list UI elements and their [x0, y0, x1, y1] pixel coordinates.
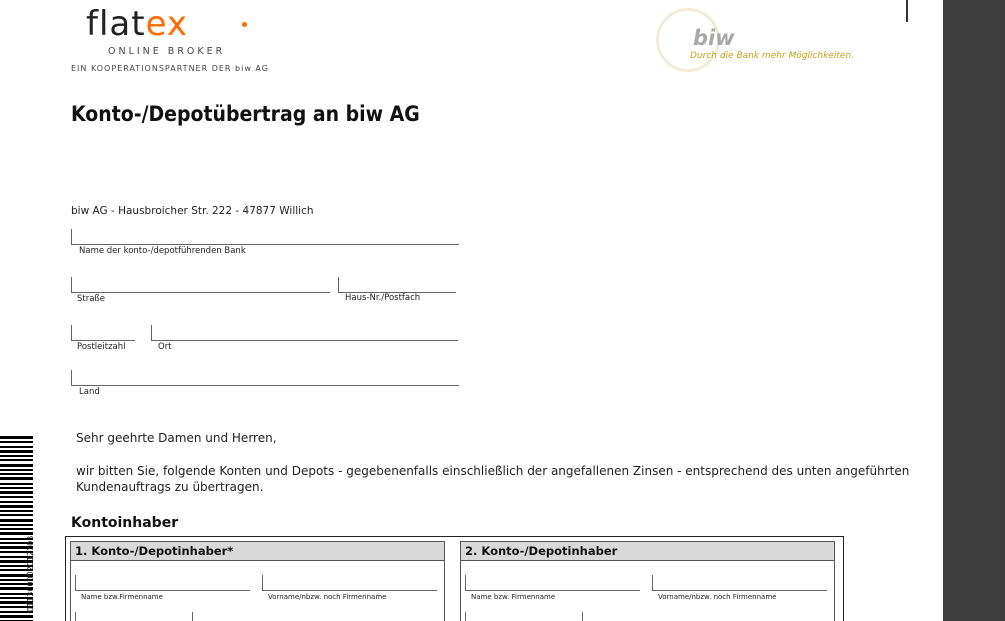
field-tick — [465, 612, 466, 621]
recipient-address: biw AG - Hausbroicher Str. 222 - 47877 Willich — [71, 205, 314, 217]
barcode-bar — [0, 491, 33, 494]
barcode-bar — [0, 464, 33, 467]
barcode-bar — [0, 524, 33, 526]
holder2-first-field[interactable] — [652, 590, 827, 591]
zip-field[interactable] — [71, 340, 135, 341]
barcode-bar — [0, 473, 33, 475]
bank-name-label: Name der konto-/depotführenden Bank — [79, 246, 246, 256]
holder1-first-label: Vorname/nbzw. noch Firmenname — [268, 593, 387, 601]
holder2-name-label: Name bzw. Firmenname — [471, 593, 556, 601]
barcode-bar — [0, 469, 33, 471]
text-cursor — [906, 0, 908, 22]
house-no-label: Haus-Nr./Postfach — [345, 293, 421, 303]
barcode-bar — [0, 514, 33, 516]
field-tick — [582, 612, 583, 621]
biw-slogan: Durch die Bank mehr Möglichkeiten. — [690, 51, 855, 61]
holder1-first-field[interactable] — [262, 590, 437, 591]
barcode-number: 011300002012103 — [26, 535, 35, 612]
holder2-first-label: Vorname/nbzw. noch Firmenname — [658, 593, 777, 601]
barcode-bar — [0, 459, 33, 461]
holder1-heading: 1. Konto-/Depotinhaber* — [71, 542, 444, 561]
field-tick — [151, 325, 152, 341]
field-tick — [465, 575, 466, 591]
country-label: Land — [79, 387, 100, 397]
holder1-name-label: Name bzw.Firmenname — [81, 593, 163, 601]
field-tick — [75, 575, 76, 591]
field-tick — [262, 575, 263, 591]
barcode-bar — [0, 487, 33, 489]
holder1-name-field[interactable] — [75, 590, 250, 591]
city-label: Ort — [158, 342, 172, 352]
flatex-logo-subtitle: ONLINE BROKER — [108, 46, 226, 57]
city-field[interactable] — [151, 340, 458, 341]
barcode-bar — [0, 477, 33, 480]
field-tick — [192, 612, 193, 621]
barcode-bar — [0, 455, 33, 457]
barcode-bar — [0, 615, 33, 618]
barcode-bar — [0, 496, 33, 498]
barcode-bar — [0, 505, 33, 508]
street-field[interactable] — [71, 292, 330, 293]
field-tick — [75, 612, 76, 621]
barcode-bar — [0, 441, 33, 443]
barcode-bar — [0, 501, 33, 503]
field-tick — [338, 277, 339, 293]
zip-label: Postleitzahl — [77, 342, 126, 352]
barcode-bar — [0, 446, 33, 448]
barcode-bar — [0, 510, 33, 512]
barcode-bar — [0, 532, 33, 535]
body-text-line1: wir bitten Sie, folgende Konten und Depots - gegebenenfalls einschließlich der angefallenen Zinsen - entsprechend des unten angeführten — [76, 464, 910, 478]
biw-logo: biw — [693, 26, 735, 50]
holder2-heading: 2. Konto-/Depotinhaber — [461, 542, 834, 561]
flatex-logo-dot — [242, 22, 247, 27]
field-tick — [71, 229, 72, 245]
country-field[interactable] — [71, 385, 459, 386]
barcode-bar — [0, 436, 33, 439]
field-tick — [71, 325, 72, 341]
barcode-bar — [0, 528, 33, 530]
holder1-box — [70, 541, 445, 621]
holder2-box — [460, 541, 835, 621]
bank-name-field[interactable] — [71, 244, 459, 245]
field-tick — [652, 575, 653, 591]
field-tick — [71, 277, 72, 293]
holder2-name-field[interactable] — [465, 590, 640, 591]
section-title-kontoinhaber: Kontoinhaber — [71, 515, 179, 531]
viewer-scrollbar[interactable] — [943, 0, 1005, 621]
barcode-bar — [0, 519, 33, 522]
flatex-partner-note: EIN KOOPERATIONSPARTNER DER biw AG — [71, 64, 269, 73]
barcode-bar — [0, 483, 33, 485]
page-title: Konto-/Depotübertrag an biw AG — [71, 102, 420, 126]
salutation: Sehr geehrte Damen und Herren, — [76, 431, 277, 445]
body-text-line2: Kundenauftrags zu übertragen. — [76, 480, 264, 494]
street-label: Straße — [77, 294, 106, 304]
field-tick — [71, 370, 72, 386]
barcode-bar — [0, 450, 33, 453]
flatex-logo: flatex — [86, 4, 189, 44]
